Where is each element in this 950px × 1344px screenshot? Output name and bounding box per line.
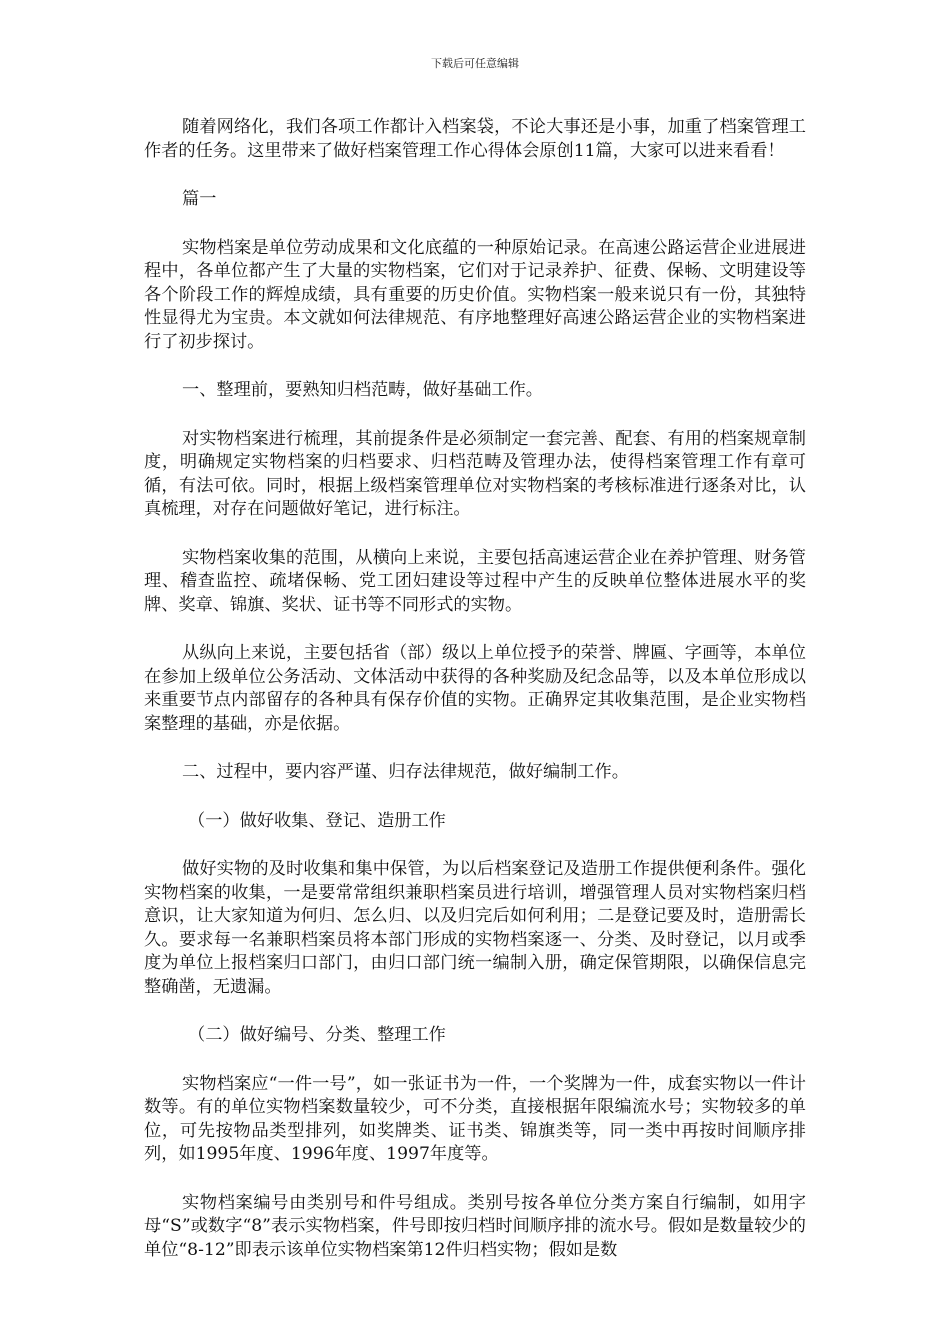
intro-paragraph: 随着网络化，我们各项工作都计入档案袋，不论大事还是小事，加重了档案管理工作者的任务。这里带来了做好档案管理工作心得体会原创11篇，大家可以进来看看！ (144, 117, 806, 161)
body-paragraph: 做好实物的及时收集和集中保管，为以后档案登记及造册工作提供便利条件。强化实物档案的收集，一是要常常组织兼职档案员进行培训，增强管理人员对实物档案归档意识，让大家知道为何归、怎么归、以及归完后如何利用；二是登记要及时，造册需长久。要求每一名兼职档案员将本部门形成的实物档案逐一、分类、及时登记，以月或季度为单位上报档案归口部门，由归口部门统一编制入册，确定保管期限，以确保信息完整确凿，无遗漏。 (144, 859, 806, 997)
body-paragraph: 对实物档案进行梳理，其前提条件是必须制定一套完善、配套、有用的档案规章制度，明确规定实物档案的归档要求、归档范畴及管理办法，使得档案管理工作有章可循，有法可依。同时，根据上级档案管理单位对实物档案的考核标准进行逐条对比，认真梳理，对存在问题做好笔记，进行标注。 (144, 428, 806, 519)
subsection-heading-2: （二）做好编号、分类、整理工作 (188, 1025, 446, 1045)
subsection-heading-1: （一）做好收集、登记、造册工作 (188, 810, 446, 831)
body-paragraph: 实物档案编号由类别号和件号组成。类别号按各单位分类方案自行编制，如用字母“S”或数字“8”表示实物档案，件号即按归档时间顺序排的流水号。假如是数量较少的单位“8-12”即表示该单位实物档案第12件归档实物；假如是数 (144, 1192, 806, 1260)
section-heading-1: 一、整理前，要熟知归档范畴，做好基础工作。 (182, 380, 543, 400)
body-paragraph: 实物档案收集的范围，从横向上来说，主要包括高速运营企业在养护管理、财务管理、稽查监控、疏堵保畅、党工团妇建设等过程中产生的反映单位整体进展水平的奖牌、奖章、锦旗、奖状、证书等不同形式的实物。 (144, 547, 806, 615)
page-header: 下载后可任意编辑 (431, 57, 519, 70)
section-heading-2: 二、过程中，要内容严谨、归存法律规范，做好编制工作。 (182, 762, 629, 782)
section-title-part-one: 篇一 (182, 189, 217, 209)
document-body (144, 116, 806, 1262)
body-paragraph: 实物档案是单位劳动成果和文化底蕴的一种原始记录。在高速公路运营企业进展进程中，各单位都产生了大量的实物档案，它们对于记录养护、征费、保畅、文明建设等各个阶段工作的辉煌成绩，具有重要的历史价值。实物档案一般来说只有一份，其独特性显得尤为宝贵。本文就如何法律规范、有序地整理好高速公路运营企业的实物档案进行了初步探讨。 (144, 237, 806, 352)
body-paragraph: 从纵向上来说，主要包括省（部）级以上单位授予的荣誉、牌匾、字画等，本单位在参加上级单位公务活动、文体活动中获得的各种奖励及纪念品等，以及本单位形成以来重要节点内部留存的各种具有保存价值的实物。正确界定其收集范围，是企业实物档案整理的基础，亦是依据。 (144, 643, 806, 734)
body-paragraph: 实物档案应“一件一号”，如一张证书为一件，一个奖牌为一件，成套实物以一件计数等。有的单位实物档案数量较少，可不分类，直接根据年限编流水号；实物较多的单位，可先按物品类型排列，如奖牌类、证书类、锦旗类等，同一类中再按时间顺序排列，如1995年度、1996年度、1997年度等。 (144, 1073, 806, 1164)
